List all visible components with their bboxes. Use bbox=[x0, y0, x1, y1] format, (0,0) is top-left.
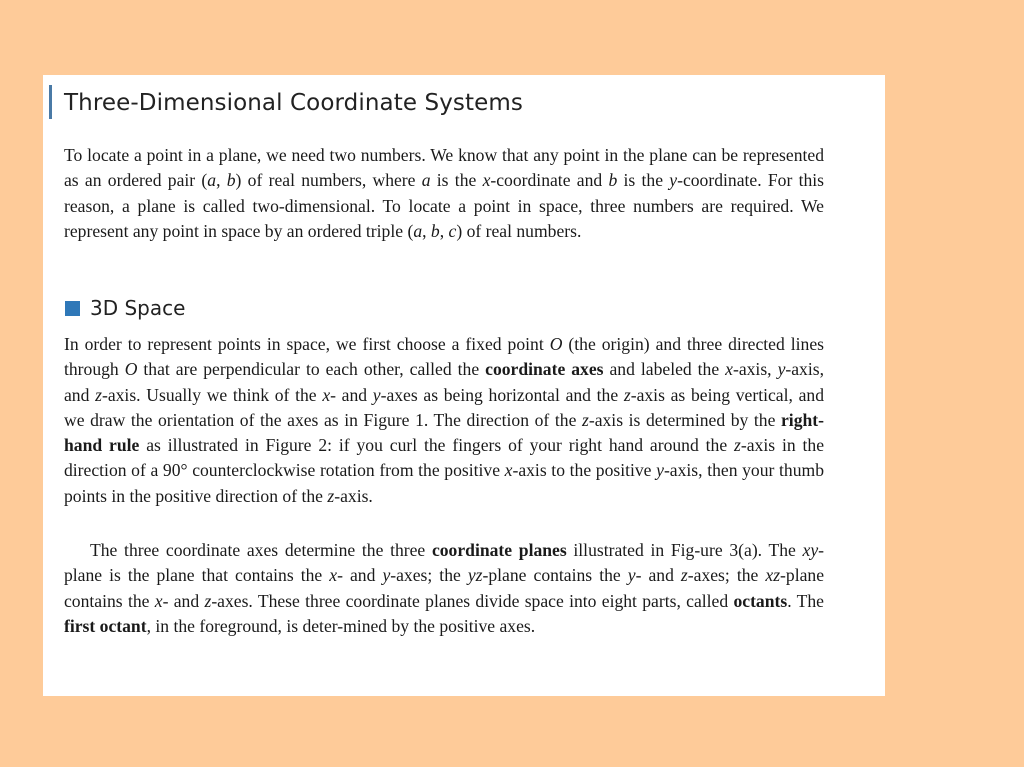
bold-term: first octant bbox=[64, 615, 147, 636]
square-bullet-icon bbox=[65, 301, 80, 316]
italic-term: y bbox=[372, 384, 381, 405]
italic-term: c bbox=[448, 220, 457, 241]
italic-term: z bbox=[327, 485, 335, 506]
italic-term: y bbox=[382, 565, 391, 586]
title-accent-bar bbox=[49, 85, 52, 119]
italic-term: b bbox=[608, 170, 618, 191]
italic-term: x bbox=[725, 359, 733, 380]
italic-term: xy bbox=[802, 540, 819, 560]
italic-term: xz bbox=[765, 565, 781, 586]
intro-paragraph: To locate a point in a plane, we need two numbers. We know that any point in the plane can be represented as an ordered pair (a, b) of real numbers, where a is the x-coordinate and b is the y-coordinate. For this reason, a plane is called two-dimensional. To locate a point in space, three numbers are required. We represent any point in space by an ordered triple (a, b, c) of real numbers. bbox=[64, 145, 824, 241]
italic-term: a bbox=[207, 170, 217, 191]
bold-term: right-hand rule bbox=[64, 409, 824, 456]
italic-term: x bbox=[329, 565, 338, 586]
italic-term: z bbox=[623, 384, 631, 405]
italic-term: yz bbox=[467, 565, 483, 586]
section-title: 3D Space bbox=[90, 296, 186, 320]
bold-term: coordinate axes bbox=[485, 359, 604, 380]
italic-term: z bbox=[204, 590, 212, 611]
italic-term: x bbox=[504, 460, 513, 481]
italic-term: O bbox=[549, 334, 563, 354]
italic-term: y bbox=[777, 359, 786, 380]
bold-term: octants bbox=[733, 590, 788, 611]
italic-term: a bbox=[413, 220, 423, 241]
page-title: Three-Dimensional Coordinate Systems bbox=[64, 90, 523, 116]
planes-paragraph: The three coordinate axes determine the three coordinate planes illustrated in Fig-ure 3(a). The xy-plane is the plane that contains the x- and y-axes; the yz-plane contains the y- and z-axes; the xz-plane contains the x- and z-axes. These three coordinate planes divide space into eight parts, called octants. The first octant, in the foreground, is deter-mined by the positive axes. bbox=[64, 540, 825, 636]
italic-term: y bbox=[627, 565, 636, 586]
italic-term: z bbox=[581, 409, 589, 430]
italic-term: z bbox=[734, 435, 741, 456]
italic-term: b bbox=[430, 220, 440, 241]
italic-term: z bbox=[95, 384, 102, 405]
italic-term: x bbox=[322, 384, 331, 405]
axes-paragraph: In order to represent points in space, we first choose a fixed point O (the origin) and three directed lines through O that are perpendicular to each other, called the coordinate axes and labeled the x-axis, y-axis, and z-axis. Usually we think of the x- and y-axes as being horizontal and the z-axis as being vertical, and we draw the orientation of the axes as in Figure 1. The direction of the z-axis is determined by the right-hand rule as illustrated in Figure 2: if you curl the fingers of your right hand around the z-axis in the direction of a 90° counterclockwise rotation from the positive x-axis to the positive y-axis, then your thumb points in the positive direction of the z-axis. bbox=[64, 334, 824, 506]
textbook-page bbox=[43, 75, 885, 696]
italic-term: x bbox=[482, 170, 491, 191]
bold-term: coordinate planes bbox=[431, 540, 567, 560]
italic-term: b bbox=[226, 170, 236, 191]
section-heading bbox=[65, 296, 185, 320]
italic-term: z bbox=[680, 565, 688, 586]
italic-term: O bbox=[124, 359, 138, 380]
italic-term: x bbox=[154, 590, 163, 611]
italic-term: y bbox=[669, 170, 678, 191]
italic-term: a bbox=[421, 170, 431, 191]
italic-term: y bbox=[656, 460, 664, 481]
